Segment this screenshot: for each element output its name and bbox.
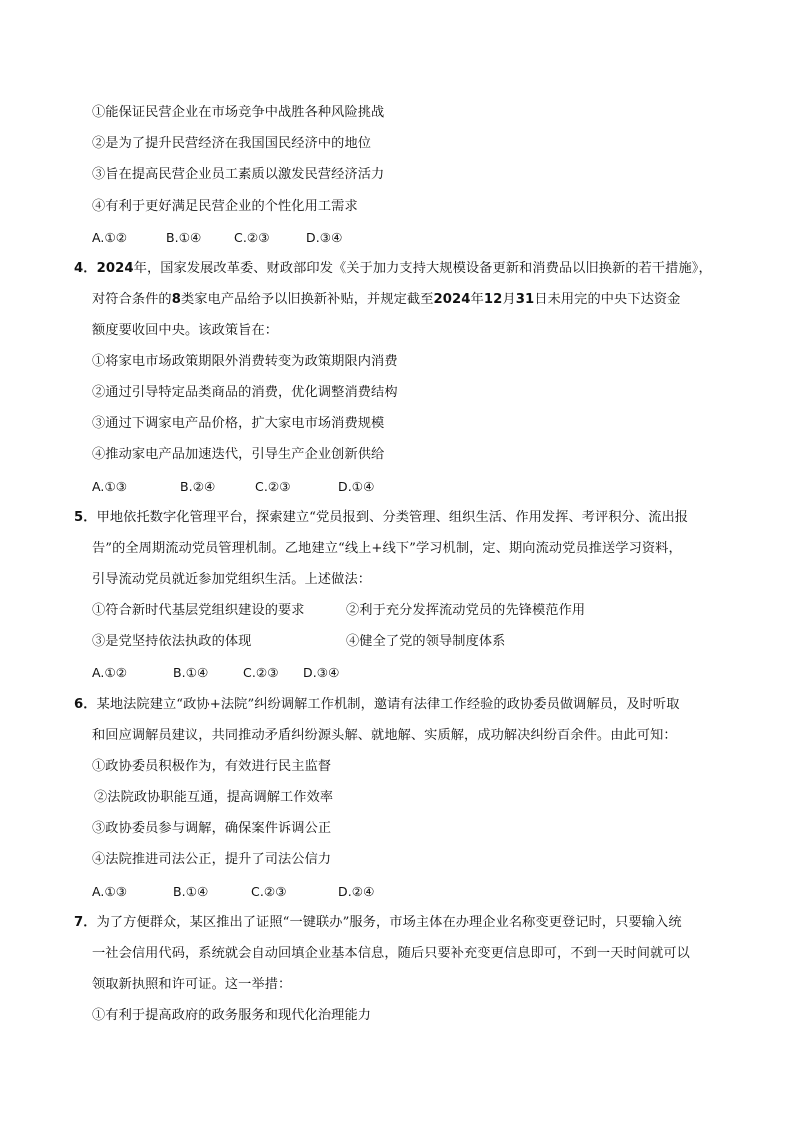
q3-answer-row (92, 228, 342, 249)
q5-answer-d: D.③④ (303, 665, 340, 680)
q5-number: 5． (74, 510, 97, 525)
q5-stem-text-1: 甲地依托数字化管理平台，探索建立“党员报到、分类管理、组织生活、作用发挥、考评积分、流出报 (96, 510, 689, 525)
q7-option-1: ①有利于提高政府的政务服务和现代化治理能力 (92, 1008, 372, 1023)
q6-option-2: ②法院政协职能互通，提高调解工作效率 (94, 790, 334, 805)
q6-answer-b: B.①④ (173, 884, 209, 899)
q3-option-4: ④有利于更好满足民营企业的个性化用工需求 (92, 199, 358, 214)
q7-stem-line-3: 领取新执照和许可证。这一举措： (92, 977, 292, 992)
q5-option-row-1 (92, 601, 585, 621)
q4-stem-line-2 (92, 290, 680, 310)
q4-text-c: 年 (470, 292, 484, 307)
q3-option-3: ③旨在提高民营企业员工素质以激发民营经济活力 (92, 167, 385, 182)
q6-answer-a: A.①③ (92, 884, 128, 899)
q6-stem-line-2: 和回应调解员建议，共同推动矛盾纠纷源头解、就地解、实质解，成功解决纠纷百余件。由此可知： (92, 728, 677, 743)
q4-stem-text-1: 年，国家发展改革委、财政部印发《关于加力支持大规模设备更新和消费品以旧换新的若干措施》， (133, 261, 712, 276)
q6-option-4: ④法院推进司法公正，提升了司法公信力 (92, 852, 332, 867)
q4-stem-line-1 (74, 259, 712, 279)
q4-answer-c: C.②③ (255, 479, 291, 494)
q4-text-e: 日未用完的中央下达资金 (534, 292, 681, 307)
q3-option-2: ②是为了提升民营经济在我国国民经济中的地位 (92, 136, 372, 151)
q5-stem-line-3: 引导流动党员就近参加党组织生活。上述做法： (92, 572, 372, 587)
q4-option-2: ②通过引导特定品类商品的消费，优化调整消费结构 (92, 385, 398, 400)
q5-option-1: ①符合新时代基层党组织建设的要求 (92, 603, 305, 618)
q6-number: 6． (74, 697, 97, 712)
q4-stem-line-3: 额度要收回中央。该政策旨在： (92, 323, 279, 338)
q4-text-a: 对符合条件的 (92, 292, 172, 307)
q4-text-d: 月 (502, 292, 516, 307)
q7-stem-line-2: 一社会信用代码，系统就会自动回填企业基本信息，随后只要补充变更信息即可，不到一天时间就可以 (92, 946, 690, 961)
q4-day: 31 (515, 292, 535, 307)
q5-stem-line-1 (74, 508, 688, 528)
q4-num-8: 8 (171, 292, 182, 307)
q5-answer-row (92, 663, 339, 684)
q4-number: 4． (74, 261, 97, 276)
q6-stem-line-1 (74, 695, 679, 715)
q4-answer-d: D.①④ (338, 479, 375, 494)
q5-answer-c: C.②③ (243, 665, 279, 680)
q4-text-b: 类家电产品给予以旧换新补贴，并规定截至 (181, 292, 434, 307)
q5-option-4: ④健全了党的领导制度体系 (346, 634, 506, 649)
q5-stem-line-2: 告”的全周期流动党员管理机制。乙地建立“线上+线下”学习机制，定、期向流动党员推送学习资料， (92, 541, 682, 556)
q3-answer-c: C.②③ (234, 230, 270, 245)
q6-option-1: ①政协委员积极作为，有效进行民主监督 (92, 759, 332, 774)
q7-stem-line-1 (74, 913, 682, 933)
q6-answer-d: D.②④ (338, 884, 375, 899)
q7-stem-text-1: 为了方便群众，某区推出了证照“一键联办”服务，市场主体在办理企业名称变更登记时，只要输入统 (96, 915, 682, 930)
q5-option-3: ③是党坚持依法执政的体现 (92, 634, 252, 649)
q5-answer-a: A.①② (92, 665, 128, 680)
q4-year-2: 2024 (433, 292, 471, 307)
q5-option-2: ②利于充分发挥流动党员的先锋模范作用 (346, 603, 586, 618)
q6-option-3: ③政协委员参与调解，确保案件诉调公正 (92, 821, 332, 836)
q3-option-1: ①能保证民营企业在市场竞争中战胜各种风险挑战 (92, 105, 385, 120)
q3-answer-b: B.①④ (166, 230, 202, 245)
q3-answer-d: D.③④ (306, 230, 343, 245)
q5-answer-b: B.①④ (173, 665, 209, 680)
q4-option-4: ④推动家电产品加速迭代，引导生产企业创新供给 (92, 447, 385, 462)
q4-year: 2024 (96, 261, 134, 276)
q7-number: 7． (74, 915, 97, 930)
q4-answer-row (92, 477, 374, 498)
q6-stem-text-1: 某地法院建立“政协+法院”纠纷调解工作机制，邀请有法律工作经验的政协委员做调解员，及时听取 (96, 697, 680, 712)
q6-answer-c: C.②③ (251, 884, 287, 899)
q5-option-row-2 (92, 632, 505, 652)
q4-option-3: ③通过下调家电产品价格，扩大家电市场消费规模 (92, 416, 385, 431)
q6-answer-row (92, 882, 374, 903)
q4-answer-b: B.②④ (180, 479, 216, 494)
q3-answer-a: A.①② (92, 230, 128, 245)
q4-option-1: ①将家电市场政策期限外消费转变为政策期限内消费 (92, 354, 398, 369)
q4-month: 12 (483, 292, 503, 307)
q4-answer-a: A.①③ (92, 479, 128, 494)
